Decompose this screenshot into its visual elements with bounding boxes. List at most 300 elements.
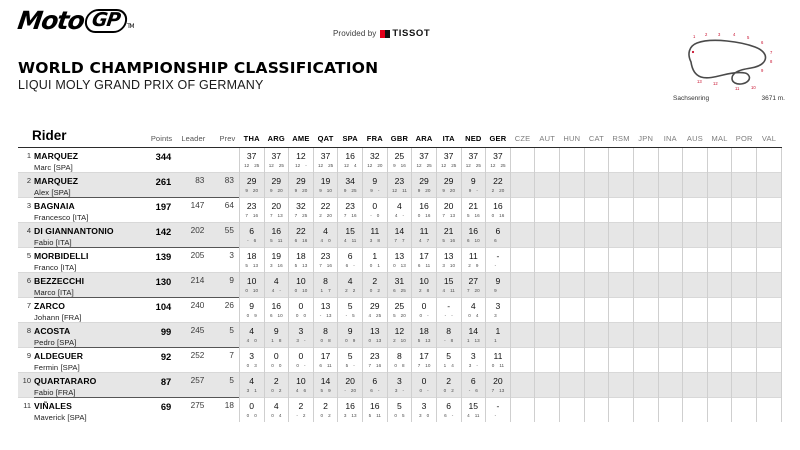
result-cell <box>486 223 511 248</box>
result-breakdown <box>412 412 436 420</box>
result-sprint-points: 0 <box>345 338 348 343</box>
rider-prev-spacer <box>209 412 239 422</box>
result-cell <box>436 348 461 373</box>
result-cell <box>707 148 732 173</box>
result-total: 4 <box>273 276 279 286</box>
rider-prev-gap: 7 <box>209 348 239 363</box>
result-total: 4 <box>249 326 255 336</box>
result-breakdown <box>412 337 436 345</box>
result-total: 19 <box>320 176 331 186</box>
result-sprint-points: 4 <box>344 238 347 243</box>
result-sprint-points: 0 <box>296 363 299 368</box>
result-breakdown <box>437 362 461 370</box>
rider-firstname: Franco [ITA] <box>34 263 77 272</box>
result-cell <box>239 298 264 323</box>
result-sprint-points: 3 <box>296 338 299 343</box>
result-cell <box>436 198 461 223</box>
result-cell <box>560 248 585 273</box>
result-total: 17 <box>320 351 331 361</box>
result-race-points: 5 <box>401 413 405 418</box>
result-cell <box>633 148 658 173</box>
result-breakdown <box>240 237 264 245</box>
result-sprint-points: 3 <box>269 263 273 268</box>
result-race-points: 8 <box>328 338 331 343</box>
result-cell <box>239 373 264 398</box>
result-total: 4 <box>470 301 476 311</box>
result-breakdown <box>486 412 510 420</box>
result-cell <box>535 198 560 223</box>
result-sprint-points: 12 <box>391 188 398 193</box>
result-cell <box>289 273 314 298</box>
result-breakdown <box>363 262 387 270</box>
result-cell <box>757 148 782 173</box>
result-total: - <box>496 251 500 261</box>
rider-position: 7 <box>18 298 34 323</box>
rider-lastname: BAGNAIA <box>34 198 138 213</box>
column-header-event-mal: MAL <box>707 128 732 148</box>
result-cell <box>363 273 388 298</box>
result-race-points: 16 <box>252 213 259 218</box>
result-race-points: 2 <box>377 288 380 293</box>
rider-points: 104 <box>138 298 176 313</box>
result-sprint-points: 0 <box>245 288 248 293</box>
result-sprint-points: 2 <box>468 263 471 268</box>
result-cell <box>609 348 634 373</box>
rider-position: 6 <box>18 273 34 298</box>
result-total: 32 <box>296 201 306 211</box>
result-cell <box>412 373 437 398</box>
result-cell <box>757 348 782 373</box>
result-breakdown <box>314 337 338 345</box>
result-cell <box>486 273 511 298</box>
result-race-points: 9 <box>475 263 479 268</box>
rider-lastname: ALDEGUER <box>34 348 138 363</box>
result-sprint-points: 9 <box>245 188 248 193</box>
table-row <box>18 348 782 363</box>
result-cell <box>289 248 314 273</box>
result-total: 6 <box>446 401 452 411</box>
result-race-points: 7 <box>426 238 430 243</box>
result-race-points: 0 <box>303 313 306 318</box>
result-race-points: - <box>377 388 380 393</box>
svg-text:10: 10 <box>751 85 756 90</box>
result-breakdown <box>486 187 510 195</box>
rider-lastname: MARQUEZ <box>34 173 138 188</box>
result-sprint-points: 12 <box>416 163 422 168</box>
rider-leader-gap: 240 <box>176 298 209 313</box>
result-breakdown <box>289 212 313 220</box>
rider-points: 142 <box>138 223 176 238</box>
rider-prev-spacer <box>209 287 239 298</box>
rider-lastname: MARQUEZ <box>34 148 138 163</box>
result-cell <box>757 373 782 398</box>
result-cell <box>436 398 461 423</box>
svg-text:13: 13 <box>697 79 702 84</box>
result-breakdown <box>240 262 264 270</box>
result-sprint-points: 9 <box>494 288 497 293</box>
rider-leader-spacer <box>176 337 209 348</box>
result-total: 3 <box>298 326 304 336</box>
result-total: 16 <box>419 201 429 211</box>
result-race-points: 16 <box>474 213 480 218</box>
result-sprint-points: 5 <box>245 263 248 268</box>
column-header-event-rsm: RSM <box>609 128 634 148</box>
result-total: 2 <box>372 276 378 286</box>
result-race-points: 0 <box>426 413 430 418</box>
result-race-points: 25 <box>500 163 506 168</box>
result-breakdown <box>265 212 289 220</box>
result-total: 6 <box>347 251 353 261</box>
result-total: 37 <box>271 151 282 161</box>
result-cell <box>732 323 757 348</box>
result-cell <box>683 348 708 373</box>
result-cell <box>707 398 732 423</box>
result-cell <box>289 298 314 323</box>
rider-prev-spacer <box>209 162 239 173</box>
result-breakdown <box>462 287 486 295</box>
result-race-points: 11 <box>277 238 283 243</box>
result-race-points: 10 <box>302 288 308 293</box>
result-cell <box>732 298 757 323</box>
result-race-points: 25 <box>376 313 382 318</box>
result-breakdown <box>240 187 264 195</box>
result-breakdown <box>314 387 338 395</box>
result-cell <box>436 173 461 198</box>
result-total: 4 <box>273 401 279 411</box>
result-sprint-points: 0 <box>443 388 447 393</box>
result-total: 21 <box>443 226 454 236</box>
rider-prev-spacer <box>209 337 239 348</box>
result-sprint-points: 0 <box>369 288 373 293</box>
rider-lastname: ZARCO <box>34 298 138 313</box>
result-sprint-points: 2 <box>419 288 422 293</box>
result-total: 0 <box>421 301 427 311</box>
column-header-leader: Leader <box>176 128 209 148</box>
result-cell <box>707 173 732 198</box>
result-sprint-points: 6 <box>345 263 349 268</box>
result-total: 20 <box>493 376 503 386</box>
result-cell <box>609 323 634 348</box>
result-total: 8 <box>446 326 452 336</box>
result-total: 37 <box>419 151 429 161</box>
result-breakdown <box>363 337 387 345</box>
result-breakdown <box>289 162 313 170</box>
rider-firstname: Pedro [SPA] <box>34 337 138 348</box>
result-cell <box>683 373 708 398</box>
result-cell <box>683 248 708 273</box>
result-cell <box>757 248 782 273</box>
result-total: 6 <box>372 376 378 386</box>
rider-prev-spacer <box>209 362 239 373</box>
rider-points-spacer <box>138 162 176 173</box>
result-cell <box>461 148 486 173</box>
result-sprint-points: 4 <box>271 288 275 293</box>
result-total: 16 <box>271 301 282 311</box>
result-cell <box>683 173 708 198</box>
result-race-points: 25 <box>328 163 334 168</box>
result-cell <box>584 248 609 273</box>
result-total: 2 <box>323 401 328 411</box>
rider-leader-spacer <box>176 162 209 173</box>
result-race-points: 8 <box>401 363 405 368</box>
result-cell <box>584 273 609 298</box>
column-header-prev: Prev <box>209 128 239 148</box>
result-race-points: - <box>402 213 404 218</box>
result-cell <box>387 248 412 273</box>
result-cell <box>658 398 683 423</box>
rider-leader-gap: 214 <box>176 273 209 288</box>
result-breakdown <box>388 337 412 345</box>
result-breakdown <box>363 287 387 295</box>
result-cell <box>486 298 511 323</box>
result-cell <box>658 223 683 248</box>
result-cell <box>289 398 314 423</box>
result-total: 15 <box>345 226 355 236</box>
result-sprint-points: 0 <box>246 313 250 318</box>
result-total: 27 <box>468 276 479 286</box>
result-cell <box>510 148 535 173</box>
result-cell <box>609 223 634 248</box>
result-total: 0 <box>249 401 255 411</box>
result-breakdown <box>265 187 289 195</box>
table-row <box>18 173 782 188</box>
result-total: 8 <box>397 351 402 361</box>
result-race-points: 20 <box>302 188 308 193</box>
result-race-points: - <box>451 313 453 318</box>
result-cell <box>338 373 363 398</box>
result-cell <box>412 173 437 198</box>
result-cell <box>633 173 658 198</box>
result-race-points: 0 <box>376 213 380 218</box>
rider-points: 344 <box>138 148 176 163</box>
result-sprint-points: 0 <box>468 313 471 318</box>
rider-lastname: DI GIANNANTONIO <box>34 223 138 238</box>
result-cell <box>338 273 363 298</box>
result-cell <box>461 273 486 298</box>
result-breakdown <box>338 187 362 195</box>
result-cell <box>387 198 412 223</box>
result-race-points: 7 <box>328 288 331 293</box>
result-race-points: 25 <box>302 213 308 218</box>
result-total: 12 <box>296 151 306 161</box>
result-cell <box>338 398 363 423</box>
result-breakdown <box>437 187 461 195</box>
result-sprint-points: 6 <box>370 388 373 393</box>
result-sprint-points: - <box>296 413 298 418</box>
rider-firstname: Fabio [FRA] <box>34 387 138 398</box>
result-total: 6 <box>249 226 255 236</box>
result-sprint-points: 9 <box>370 188 373 193</box>
svg-text:2: 2 <box>705 32 708 37</box>
result-breakdown <box>388 412 412 420</box>
result-cell <box>633 248 658 273</box>
result-cell <box>387 373 412 398</box>
column-header-rider: Rider <box>18 128 138 148</box>
result-total: 11 <box>493 351 503 361</box>
result-total: 4 <box>347 276 353 286</box>
result-total: 9 <box>347 326 353 336</box>
result-cell <box>732 373 757 398</box>
column-header-event-arg: ARG <box>264 128 289 148</box>
result-cell <box>584 298 609 323</box>
result-total: 13 <box>394 251 405 261</box>
result-race-points: 20 <box>277 188 283 193</box>
result-sprint-points: 0 <box>419 313 423 318</box>
result-race-points: - <box>377 188 380 193</box>
result-sprint-points: 6 <box>417 263 421 268</box>
result-cell <box>264 223 289 248</box>
result-sprint-points: 6 <box>444 413 447 418</box>
result-race-points: 0 <box>254 338 257 343</box>
result-sprint-points: 9 <box>468 188 472 193</box>
rider-points-spacer <box>138 312 176 323</box>
result-sprint-points: - <box>494 263 497 268</box>
result-sprint-points: 1 <box>271 338 274 343</box>
result-cell <box>732 173 757 198</box>
result-sprint-points: 12 <box>295 163 301 168</box>
rider-prev-spacer <box>209 312 239 323</box>
result-cell <box>387 223 412 248</box>
column-header-points: Points <box>138 128 176 148</box>
result-cell <box>239 323 264 348</box>
result-race-points: 11 <box>450 288 455 293</box>
result-breakdown <box>437 312 461 320</box>
result-cell <box>633 298 658 323</box>
result-sprint-points: 2 <box>393 338 396 343</box>
result-sprint-points: 0 <box>271 363 274 368</box>
result-breakdown <box>338 337 362 345</box>
rider-prev-spacer <box>209 262 239 273</box>
result-total: 8 <box>323 276 328 286</box>
result-breakdown <box>363 162 387 170</box>
rider-lastname: MORBIDELLI <box>34 248 138 263</box>
result-breakdown <box>314 312 338 320</box>
result-cell <box>486 323 511 348</box>
result-total: 0 <box>421 376 427 386</box>
rider-points-spacer <box>138 212 176 223</box>
result-sprint-points: - <box>345 313 348 318</box>
result-race-points: 16 <box>449 238 456 243</box>
result-sprint-points: 0 <box>320 338 324 343</box>
result-sprint-points: 6 <box>494 238 497 243</box>
result-race-points: 20 <box>474 288 480 293</box>
result-breakdown <box>437 237 461 245</box>
result-sprint-points: 5 <box>393 313 396 318</box>
result-total: 21 <box>468 201 479 211</box>
result-cell <box>633 373 658 398</box>
result-total: 20 <box>443 201 454 211</box>
rider-firstname: Francesco [ITA] <box>34 213 89 222</box>
result-cell <box>535 398 560 423</box>
result-sprint-points: 7 <box>368 363 372 368</box>
rider-leader-gap: 245 <box>176 323 209 338</box>
result-cell <box>338 223 363 248</box>
result-total: 37 <box>493 151 503 161</box>
result-sprint-points: 9 <box>294 188 298 193</box>
result-cell <box>757 398 782 423</box>
rider-position: 2 <box>18 173 34 198</box>
result-cell <box>461 348 486 373</box>
result-race-points: 4 <box>451 363 454 368</box>
rider-leader-spacer <box>176 237 209 248</box>
result-total: 4 <box>397 201 402 211</box>
result-breakdown <box>265 412 289 420</box>
rider-position: 9 <box>18 348 34 373</box>
result-sprint-points: 6 <box>319 363 322 368</box>
result-total: 10 <box>296 276 306 286</box>
result-breakdown <box>338 287 362 295</box>
result-race-points: 11 <box>474 413 480 418</box>
rider-prev-gap: 55 <box>209 223 239 238</box>
column-header-event-aut: AUT <box>535 128 560 148</box>
result-total: 14 <box>320 376 331 386</box>
result-race-points: 11 <box>499 363 505 368</box>
result-total: 5 <box>347 351 353 361</box>
column-header-event-tha: THA <box>239 128 264 148</box>
result-race-points: 7 <box>401 238 405 243</box>
provided-by-block <box>333 28 430 39</box>
result-breakdown <box>437 162 461 170</box>
result-total: 34 <box>345 176 355 186</box>
svg-text:8: 8 <box>770 59 773 64</box>
result-sprint-points: 2 <box>319 213 322 218</box>
result-total: 23 <box>394 176 405 186</box>
svg-text:9: 9 <box>761 68 764 73</box>
result-breakdown <box>314 237 338 245</box>
result-race-points: 6 <box>475 388 478 393</box>
result-sprint-points: 3 <box>394 388 398 393</box>
page-subtitle: LIQUI MOLY GRAND PRIX OF GERMANY <box>18 78 264 92</box>
result-breakdown <box>265 362 289 370</box>
result-race-points: 13 <box>302 263 308 268</box>
result-cell <box>264 298 289 323</box>
result-breakdown <box>314 187 338 195</box>
result-total: 22 <box>320 201 331 211</box>
result-cell <box>510 223 535 248</box>
result-cell <box>338 248 363 273</box>
result-cell <box>264 398 289 423</box>
result-total: 16 <box>468 226 479 236</box>
result-total: 9 <box>372 176 378 186</box>
result-race-points: - <box>476 363 478 368</box>
result-cell <box>264 373 289 398</box>
rider-points-spacer <box>138 237 176 248</box>
result-sprint-points: - <box>319 313 322 318</box>
result-race-points: 4 <box>353 163 357 168</box>
result-race-points: 4 <box>475 313 479 318</box>
result-cell <box>436 273 461 298</box>
result-total: 8 <box>323 326 328 336</box>
result-breakdown <box>388 162 412 170</box>
svg-text:1: 1 <box>693 34 696 39</box>
result-cell <box>683 273 708 298</box>
result-race-points: 25 <box>426 163 432 168</box>
result-cell <box>683 198 708 223</box>
result-sprint-points: 12 <box>317 163 324 168</box>
result-cell <box>363 173 388 198</box>
result-breakdown <box>388 287 412 295</box>
result-race-points: 20 <box>449 188 456 193</box>
svg-text:7: 7 <box>770 50 773 55</box>
result-cell <box>313 223 338 248</box>
result-cell <box>412 273 437 298</box>
result-cell <box>658 298 683 323</box>
result-cell <box>264 348 289 373</box>
result-cell <box>289 173 314 198</box>
result-cell <box>436 248 461 273</box>
rider-points: 69 <box>138 398 176 413</box>
result-sprint-points: - <box>494 413 497 418</box>
